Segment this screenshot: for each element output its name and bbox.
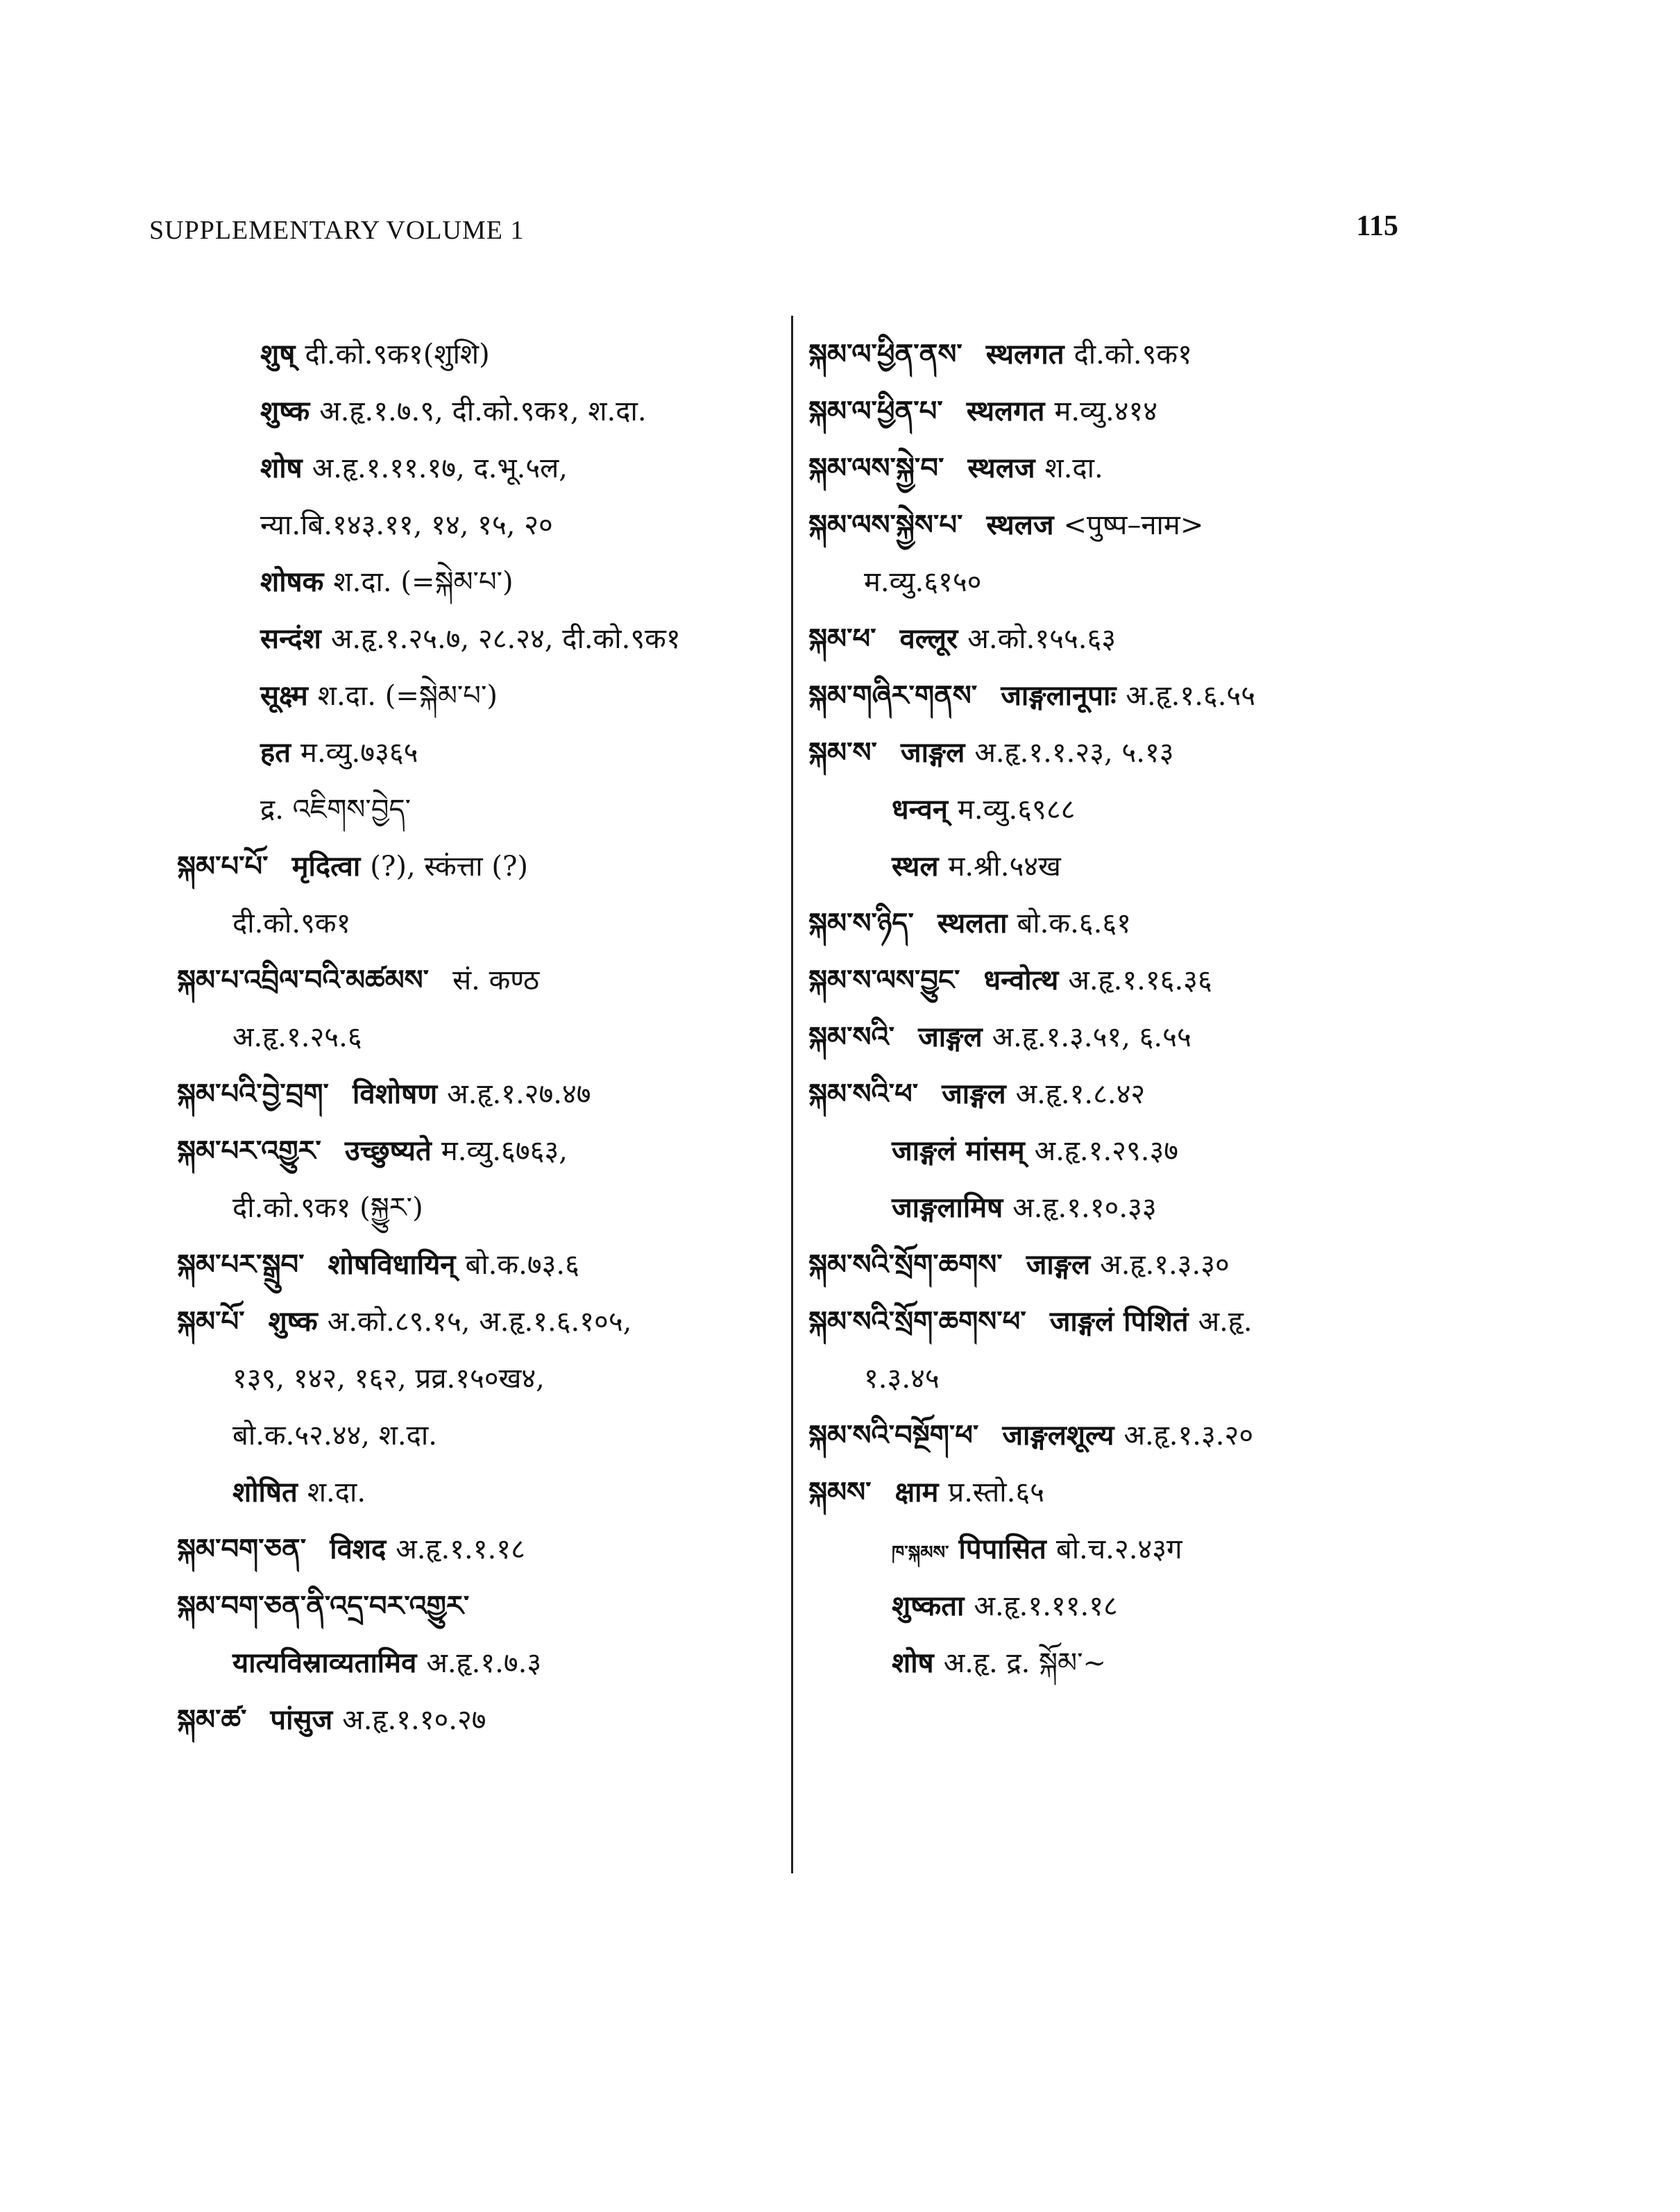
- sanskrit-equivalent: शुष्कता: [892, 1590, 965, 1622]
- tibetan-headword: སྐམ་གཞིར་གནས་: [808, 679, 978, 712]
- sanskrit-equivalent: जाङ्गल: [918, 1021, 983, 1053]
- column-divider: [791, 316, 793, 1873]
- sanskrit-equivalent: उच्छुष्यते: [344, 1134, 432, 1167]
- dictionary-line: [177, 383, 781, 440]
- source-reference: बो.क.६.६१: [1017, 908, 1131, 939]
- source-reference: म.व्यु.६९८८: [958, 794, 1076, 826]
- source-reference: अ.हृ.१.२५.६: [232, 1021, 362, 1053]
- dictionary-line: [808, 383, 1509, 440]
- dictionary-line: [177, 1578, 781, 1635]
- source-reference: अ.हृ.१.२५.७, २८.२४, दी.को.९क१: [330, 623, 681, 655]
- sanskrit-equivalent: स्थलता: [937, 907, 1008, 939]
- dictionary-line: [808, 895, 1509, 952]
- sanskrit-equivalent: हत: [260, 736, 291, 769]
- sanskrit-equivalent: जाङ्गल: [942, 1078, 1006, 1110]
- sanskrit-equivalent: विशोषण: [352, 1078, 438, 1110]
- dictionary-line: [177, 1180, 781, 1236]
- dictionary-line: [177, 838, 781, 895]
- source-reference: म.व्यु.४१४: [1054, 395, 1158, 427]
- sanskrit-equivalent: जाङ्गलं पिशितं: [1049, 1305, 1189, 1338]
- sanskrit-equivalent: शुष्क: [268, 1305, 318, 1338]
- dictionary-line: [177, 554, 781, 611]
- sanskrit-equivalent: शोषविधायिन्: [328, 1248, 456, 1281]
- source-reference: १.३.४५: [864, 1363, 940, 1395]
- dictionary-line: [177, 1521, 781, 1578]
- sanskrit-equivalent: स्थलगत: [985, 338, 1064, 371]
- dictionary-line: [808, 326, 1509, 383]
- source-reference: म.व्यु.६१५०: [864, 566, 982, 598]
- dictionary-line: [177, 1692, 781, 1749]
- tibetan-headword: སྐམ་སའི་སྲོག་ཆགས་: [808, 1248, 1003, 1281]
- sanskrit-equivalent: पांसुज: [270, 1703, 333, 1736]
- tibetan-headword: སྐམ་ཚ་: [177, 1703, 247, 1736]
- source-reference: अ.हृ.१.११.१७, द.भू.५ल,: [312, 452, 568, 484]
- source-reference: अ.को.८९.१५, अ.हृ.१.६.१०५,: [327, 1306, 632, 1338]
- source-reference: म.श्री.५४ख: [948, 851, 1061, 883]
- tibetan-headword: སྐམས་: [808, 1476, 872, 1508]
- sanskrit-equivalent: जाङ्गलामिष: [892, 1191, 1003, 1224]
- tibetan-headword: སྐམ་ས་ལས་བྱུང་: [808, 964, 960, 996]
- dictionary-line: [808, 1407, 1509, 1464]
- sanskrit-equivalent: सन्दंश: [260, 622, 321, 655]
- sanskrit-equivalent: जाङ्गलशूल्य: [1002, 1419, 1114, 1452]
- source-reference: बो.च.२.४३ग: [1055, 1533, 1182, 1565]
- tibetan-headword: སྐམ་སའི་སྲོག་ཆགས་ཕ་: [808, 1305, 1026, 1338]
- source-reference: (?), स्कंत्ता (?): [370, 851, 529, 883]
- tibetan-headword: སྐམ་པ་འབྲིལ་བའི་མཚམས་: [177, 964, 430, 996]
- dictionary-line: [177, 1350, 781, 1407]
- source-reference: अ.हृ.१.६.५५: [1126, 680, 1256, 712]
- tibetan-headword: སྐམ་པའི་བྱེ་བྲག་: [177, 1078, 329, 1110]
- source-reference: अ.हृ.: [1198, 1306, 1253, 1338]
- source-reference: अ.हृ. द्र. སྐོམ་~: [943, 1647, 1107, 1679]
- sanskrit-equivalent: स्थलज: [967, 452, 1035, 484]
- source-reference: अ.हृ.१.७.३: [426, 1647, 542, 1679]
- sanskrit-equivalent: मृदित्वा: [291, 850, 361, 883]
- dictionary-line: [808, 1635, 1509, 1692]
- tibetan-headword: སྐམ་སའི་བསྔོག་ཕ་: [808, 1419, 979, 1452]
- source-reference: अ.हृ.१.१.२३, ५.१३: [974, 737, 1174, 769]
- sanskrit-equivalent: जाङ्गल: [1026, 1248, 1091, 1281]
- sanskrit-equivalent: शुष्: [260, 338, 296, 371]
- source-reference: अ.हृ.१.३.३०: [1100, 1249, 1230, 1281]
- dictionary-line: [177, 326, 781, 383]
- source-reference: १३९, १४२, १६२, प्रव्र.१५०ख४,: [232, 1363, 545, 1395]
- dictionary-line: [808, 781, 1509, 838]
- dictionary-line: [808, 1009, 1509, 1066]
- right-column: [808, 326, 1509, 1692]
- dictionary-line: [177, 1407, 781, 1464]
- page-number: 115: [1356, 210, 1398, 242]
- sanskrit-equivalent: यात्यविस्राव्यतामिव: [232, 1647, 417, 1679]
- dictionary-line: [808, 1464, 1509, 1521]
- source-reference: बो.क.५२.४४, श.दा.: [232, 1420, 437, 1452]
- dictionary-line: [177, 952, 781, 1009]
- sanskrit-equivalent: पिपासित: [958, 1533, 1046, 1565]
- source-reference: अ.हृ.१.१०.३३: [1012, 1192, 1157, 1224]
- dictionary-line: [808, 1293, 1509, 1350]
- sanskrit-equivalent: क्षाम: [894, 1476, 939, 1508]
- sanskrit-equivalent: शोष: [260, 452, 303, 484]
- dictionary-line: [177, 724, 781, 781]
- source-reference: अ.हृ.१.१६.३६: [1068, 964, 1212, 996]
- source-reference: अ.हृ.१.१०.२७: [342, 1704, 486, 1736]
- dictionary-line: [808, 724, 1509, 781]
- sanskrit-equivalent: वल्लूर: [899, 622, 958, 655]
- tibetan-subentry: ཁ་སྐམས་: [892, 1542, 949, 1563]
- source-reference: द्र. འཇིགས་བྱེད་: [260, 794, 411, 826]
- source-reference: म.व्यु.७३६५: [300, 737, 418, 769]
- dictionary-line: [177, 1236, 781, 1293]
- source-reference: दी.को.९क१: [1074, 339, 1192, 371]
- source-reference: अ.हृ.१.७.९, दी.को.९क१, श.दा.: [319, 395, 647, 427]
- tibetan-headword: སྐམ་སའི་ཕ་: [808, 1078, 919, 1110]
- tibetan-headword: སྐམ་པ་པོ་: [177, 850, 269, 883]
- source-reference: अ.हृ.१.३.५१, ६.५५: [992, 1021, 1191, 1053]
- dictionary-line: [177, 1635, 781, 1692]
- source-reference: बो.क.७३.६: [465, 1249, 579, 1281]
- source-reference: अ.हृ.१.२९.३७: [1034, 1135, 1179, 1167]
- dictionary-line: [808, 667, 1509, 724]
- tibetan-headword: སྐམ་པར་འགྱུར་: [177, 1134, 321, 1167]
- source-reference: प्र.स्तो.६५: [948, 1477, 1044, 1508]
- dictionary-line: [177, 611, 781, 667]
- sanskrit-equivalent: जाङ्गल: [900, 736, 965, 769]
- source-reference: सं. कण्ठ: [452, 964, 540, 996]
- dictionary-line: [808, 440, 1509, 497]
- tibetan-headword: སྐམ་བག་ཅན་ནི་འདྲ་བར་འགྱུར་: [177, 1590, 470, 1622]
- sanskrit-equivalent: स्थल: [892, 850, 939, 883]
- source-reference: <पुष्प–नाम>: [1063, 509, 1204, 541]
- dictionary-line: [177, 781, 781, 838]
- source-reference: दी.को.९क१: [232, 908, 351, 939]
- dictionary-line: [808, 554, 1509, 611]
- dictionary-line: [808, 1066, 1509, 1123]
- sanskrit-equivalent: विशद: [330, 1533, 387, 1565]
- sanskrit-equivalent: सूक्ष्म: [260, 679, 308, 712]
- tibetan-headword: སྐམ་ལ་ཕྱིན་ནས་: [808, 338, 962, 371]
- tibetan-headword: སྐམ་ཕ་: [808, 622, 876, 655]
- dictionary-line: [177, 1464, 781, 1521]
- dictionary-line: [808, 1521, 1509, 1578]
- source-reference: दी.को.९क१(शुशि): [305, 339, 490, 371]
- sanskrit-equivalent: धन्वोत्थ: [983, 964, 1059, 996]
- sanskrit-equivalent: धन्वन्: [892, 793, 948, 826]
- tibetan-headword: སྐམ་ལ་ཕྱིན་པ་: [808, 395, 943, 427]
- dictionary-line: [177, 497, 781, 554]
- sanskrit-equivalent: शोष: [892, 1647, 934, 1679]
- dictionary-line: [808, 1236, 1509, 1293]
- sanskrit-equivalent: स्थलज: [986, 509, 1054, 541]
- left-column: [177, 326, 781, 1749]
- dictionary-line: [177, 667, 781, 724]
- source-reference: अ.हृ.१.१.१८: [396, 1533, 525, 1565]
- source-reference: अ.हृ.१.११.१८: [974, 1590, 1118, 1622]
- sanskrit-equivalent: शोषित: [232, 1476, 298, 1508]
- dictionary-line: [177, 1066, 781, 1123]
- sanskrit-equivalent: जाङ्गलानूपाः: [1001, 679, 1117, 712]
- tibetan-headword: སྐམ་ལས་སྐྱེས་པ་: [808, 509, 963, 541]
- sanskrit-equivalent: स्थलगत: [966, 395, 1045, 427]
- source-reference: अ.हृ.१.८.४२: [1015, 1078, 1146, 1110]
- source-reference: श.दा. (=སྐེམ་པ་): [333, 566, 514, 598]
- tibetan-headword: སྐམ་ས་ཉིད་: [808, 907, 914, 939]
- dictionary-line: [177, 1009, 781, 1066]
- dictionary-line: [177, 1293, 781, 1350]
- dictionary-line: [808, 1578, 1509, 1635]
- dictionary-line: [808, 1350, 1509, 1407]
- dictionary-line: [177, 1123, 781, 1180]
- running-head: SUPPLEMENTARY VOLUME 1: [149, 216, 525, 245]
- tibetan-headword: སྐམ་བག་ཅན་: [177, 1533, 307, 1565]
- source-reference: न्या.बि.१४३.११, १४, १५, २०: [260, 509, 553, 541]
- sanskrit-equivalent: जाङ्गलं मांसम्: [892, 1134, 1025, 1167]
- dictionary-line: [808, 952, 1509, 1009]
- dictionary-line: [808, 1180, 1509, 1236]
- tibetan-headword: སྐམ་ལས་སྐྱེ་བ་: [808, 452, 944, 484]
- source-reference: म.व्यु.६७६३,: [441, 1135, 568, 1167]
- tibetan-headword: སྐམ་ས་: [808, 736, 877, 769]
- dictionary-line: [177, 895, 781, 952]
- source-reference: अ.हृ.१.३.२०: [1123, 1420, 1254, 1452]
- dictionary-line: [808, 497, 1509, 554]
- source-reference: श.दा.: [307, 1477, 366, 1508]
- page-header: [149, 210, 1398, 257]
- source-reference: श.दा.: [1044, 452, 1103, 484]
- dictionary-line: [177, 440, 781, 497]
- dictionary-line: [808, 1123, 1509, 1180]
- dictionary-line: [808, 611, 1509, 667]
- tibetan-headword: སྐམ་པར་སྒྲུབ་: [177, 1248, 305, 1281]
- source-reference: अ.हृ.१.२७.४७: [447, 1078, 591, 1110]
- tibetan-headword: སྐམ་པོ་: [177, 1305, 245, 1338]
- sanskrit-equivalent: शोषक: [260, 565, 324, 598]
- source-reference: दी.को.९क१ (སྐྱུར་): [232, 1192, 423, 1224]
- sanskrit-equivalent: शुष्क: [260, 395, 310, 427]
- source-reference: अ.को.१५५.६३: [967, 623, 1117, 655]
- tibetan-headword: སྐམ་སའི་: [808, 1021, 895, 1053]
- source-reference: श.दा. (=སྐེམ་པ་): [317, 680, 498, 712]
- dictionary-line: [808, 838, 1509, 895]
